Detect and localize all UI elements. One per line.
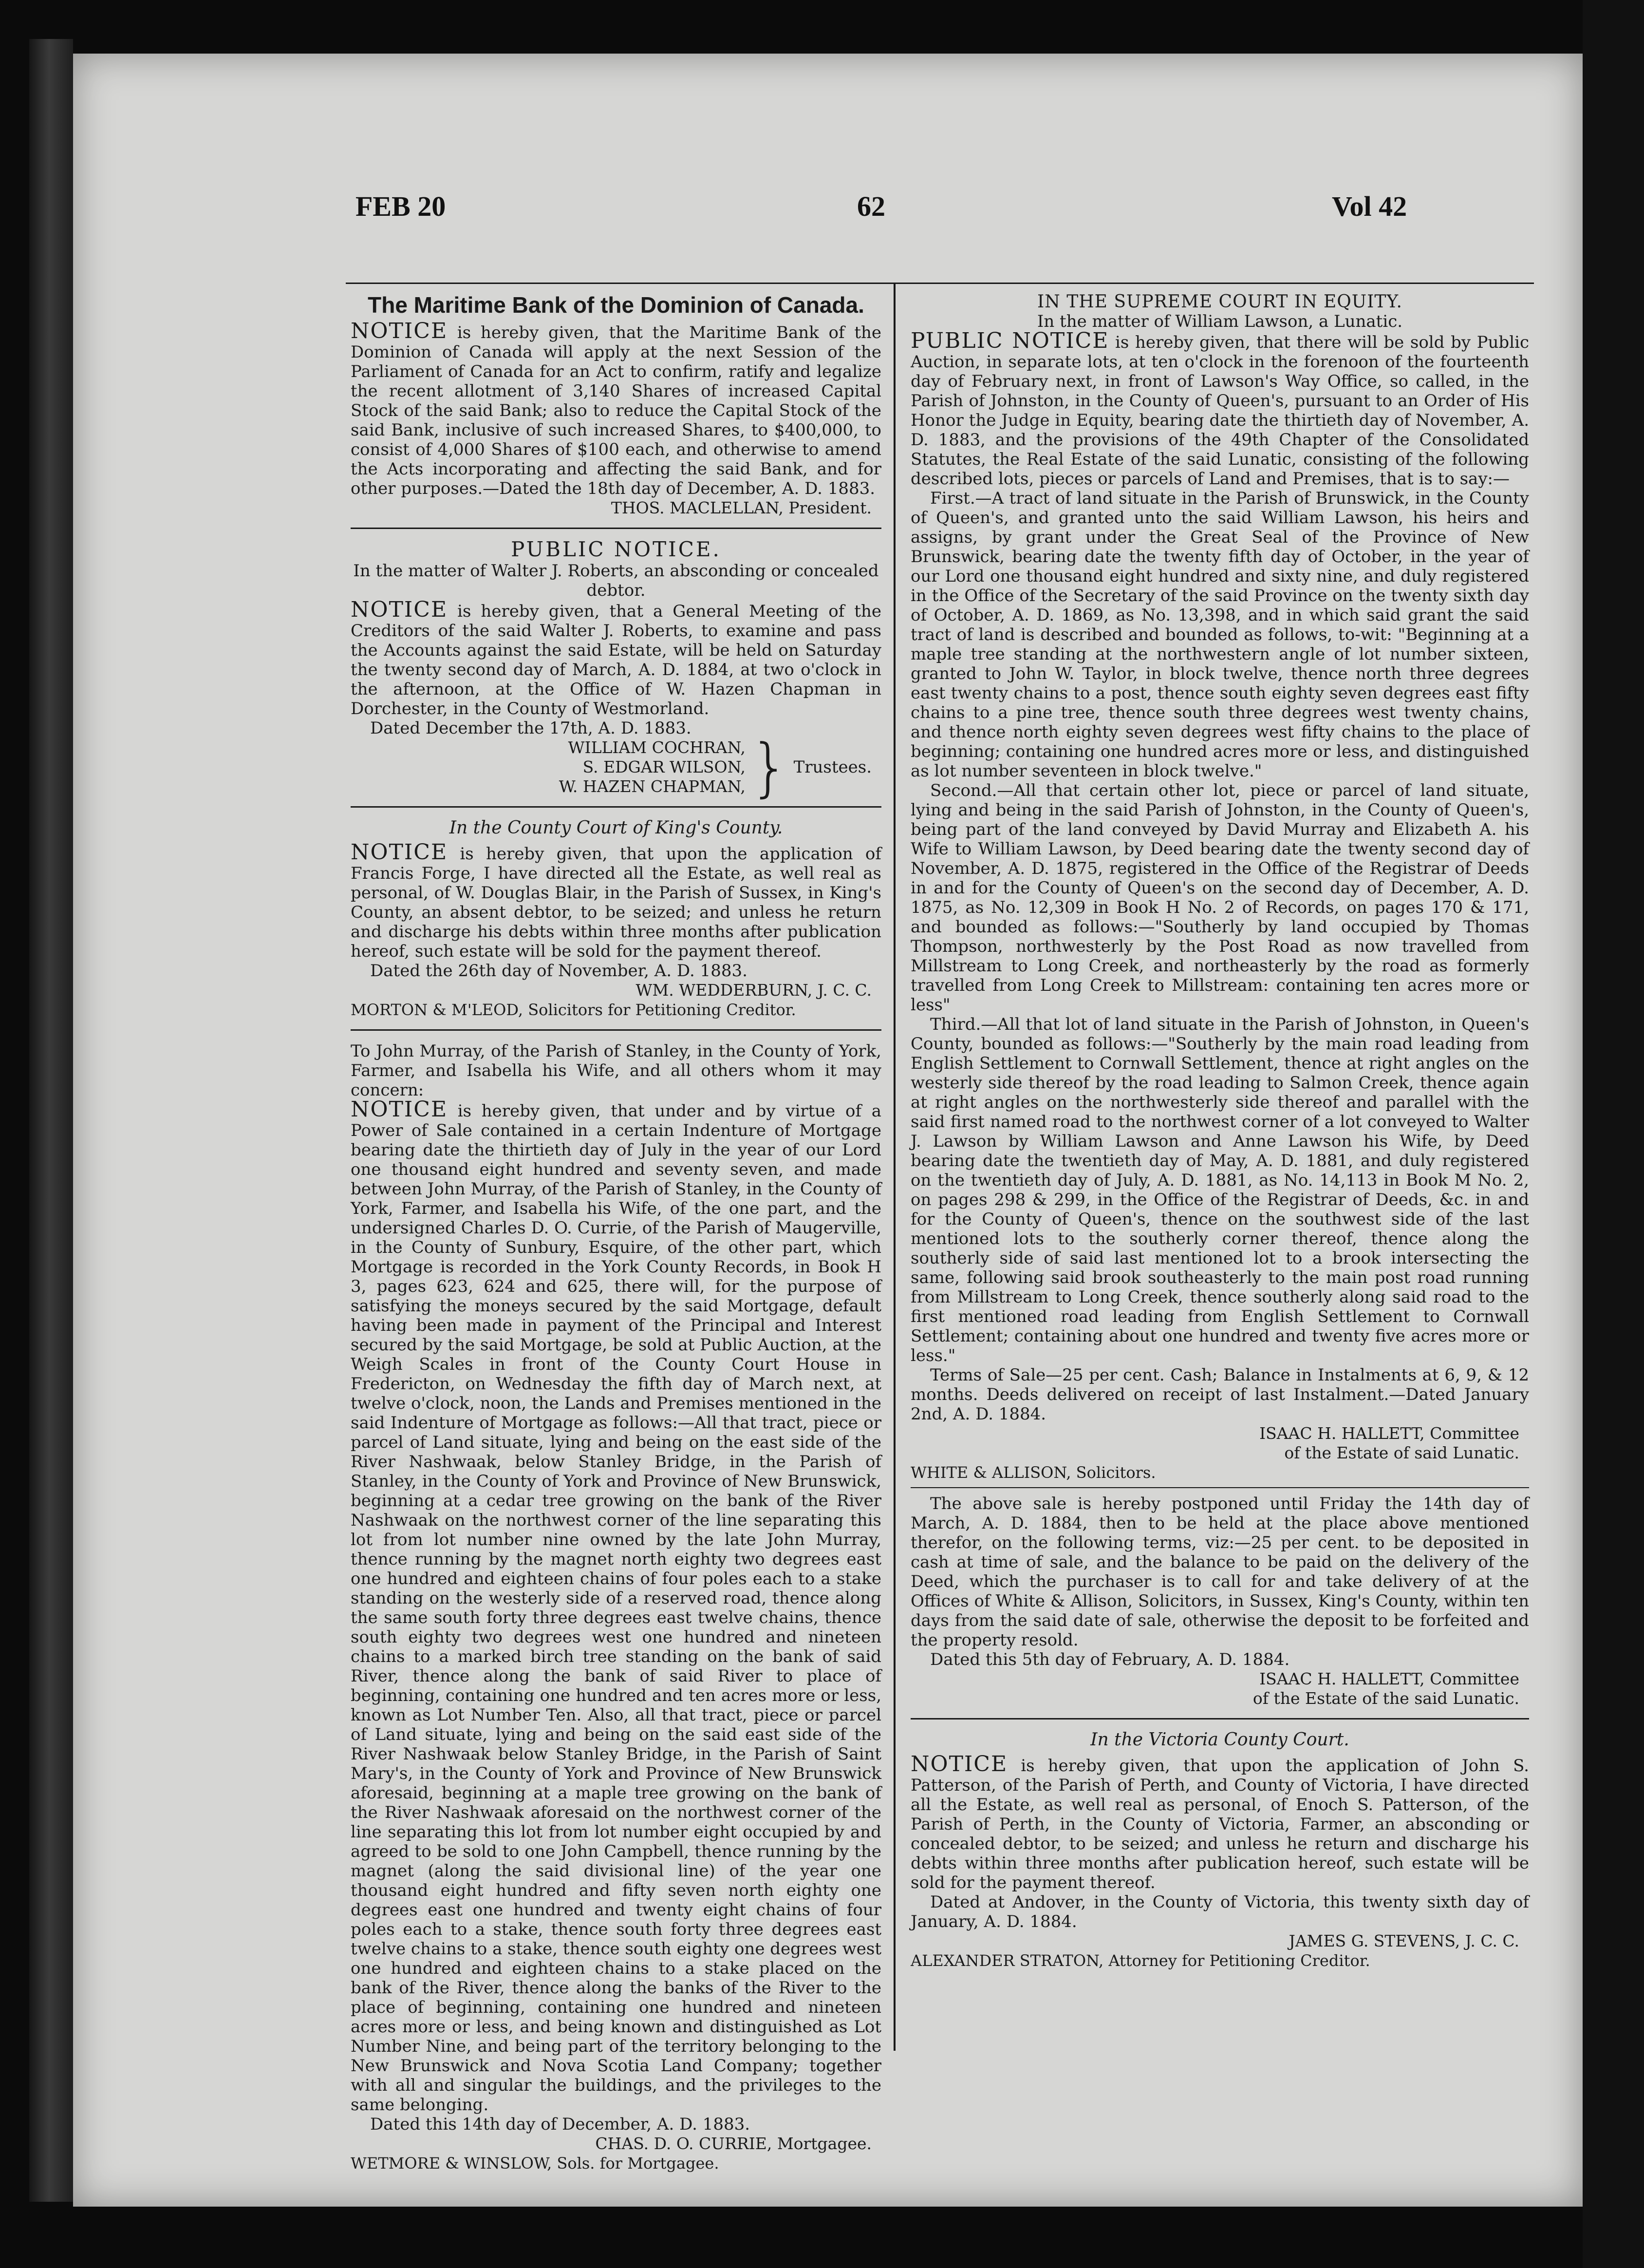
body-text: is hereby given, that there will be sold by Public Auction, in separate lots, at ten o'clock in the forenoon of the fourteenth day of February next, in front of Lawson's Way Office, so called, in the Parish of Johnston, in the County of Queen's, pursuant to an Order of His Honor the Judge in Equity, bearing date the thirtieth day of November, A. D. 1883, and the provisions of the 49th Chapter of the Consolidated Statutes, the Real Estate of the said Lunatic, consisting of the following described lots, pieces or parcels of Land and Premises, that is to say:— [911,333,1529,489]
lawson-solicitors: WHITE & ALLISON, Solicitors. [911,1463,1156,1482]
notice-word: NOTICE [351,319,448,343]
page-header [73,190,1583,248]
notice-word: NOTICE [351,597,448,622]
bank-notice-title: The Maritime Bank of the Dominion of Canada. [368,292,864,318]
victoria-county-notice [911,1730,1529,1970]
left-column [351,292,881,2183]
divider [351,1029,881,1031]
notice-word: NOTICE [911,1752,1008,1777]
notice-word: PUBLIC NOTICE [911,328,1109,353]
header-volume: Vol 42 [1332,190,1407,222]
lawson-notice-subtitle: In the matter of William Lawson, a Lunatic. [1037,312,1403,331]
kings-court-heading: In the County Court of King's County. [449,818,783,838]
victoria-notice-body [911,1752,1529,1892]
trustee-name: WILLIAM COCHRAN, [568,738,746,757]
brace-glyph: } [749,730,790,804]
bank-notice [351,292,881,518]
roberts-notice-title: PUBLIC NOTICE. [511,537,721,561]
roberts-notice [351,537,881,804]
header-rule [346,283,1534,284]
roberts-notice-subtitle: In the matter of Walter J. Roberts, an absconding or concealed debtor. [353,561,879,600]
notice-word: NOTICE [351,840,448,865]
trustees-block [351,730,881,804]
trustees-label: Trustees. [793,757,872,777]
lawson-lot-first: First.—A tract of land situate in the Parish of Brunswick, in the County of Queen's, and granted unto the said William Lawson, his heirs and assigns, by grant under the Great Seal of the Province of New Brunswick, bearing date the twenty fifth day of October, in the year of our Lord one thousand eight hundred and sixty nine, and duly registered in the Office of the Secretary of the said Province on the twenty sixth day of October, A. D. 1869, as No. 13,398, and in which said grant the said tract of land is described and bounded as follows, to-wit: "Beginning at a maple tree standing at the northwestern angle of lot number sixteen, granted to John W. Taylor, in block twelve, thence north three degrees east twenty chains to a post, thence south eighty seven degrees east fifty chains to a pine tree, thence south three degrees west twenty chains, and thence north eighty seven degrees west fifty chains to the place of beginning; containing one hundred acres more or less, and distinguished as lot number seventeen in block twelve." [911,489,1529,781]
murray-notice-address: To John Murray, of the Parish of Stanley, in the County of York, Farmer, and Isabella his Wife, and all others whom it may concern: [351,1041,881,1100]
adjacent-page-edge [1583,0,1644,2268]
body-text: is hereby given, that upon the application of John S. Patterson, of the Parish of Perth, and County of Victoria, I have directed all the Estate, as well real as personal, of Enoch S. Patterson, of the Parish of Perth, in the County of Victoria, Farmer, an absconding or concealed debtor, to be seized; and unless he return and discharge his debts within three months after publication hereof, such estate will be sold for the payment thereof. [911,1756,1529,1892]
divider [351,528,881,529]
lawson-signature-line2: of the Estate of said Lunatic. [1284,1443,1519,1462]
victoria-notice-signature: JAMES G. STEVENS, J. C. C. [1289,1931,1519,1950]
trustee-name: S. EDGAR WILSON, [582,757,746,776]
kings-notice-signature: WM. WEDDERBURN, J. C. C. [635,981,872,1000]
supreme-court-heading: IN THE SUPREME COURT IN EQUITY. [1037,292,1402,312]
murray-mortgage-notice [351,1041,881,2173]
divider [911,1487,1529,1488]
bank-notice-body [351,321,881,498]
lawson-postponement: The above sale is hereby postponed until Friday the 14th day of March, A. D. 1884, then to be held at the place above mentioned therefor, on the following terms, viz:—25 per cent. to be deposited in cash at time of sale, and the balance to be paid on the delivery of the Deed, which the purchaser is to call for and take delivery of at the Offices of White & Allison, Solicitors, in Sussex, King's County, within ten days from the said date of sale, otherwise the deposit to be forfeited and the property resold. [911,1494,1529,1650]
kings-notice-solicitors: MORTON & M'LEOD, Solicitors for Petitioning Creditor. [351,1001,796,1019]
divider [351,806,881,808]
trustee-name: W. HAZEN CHAPMAN, [559,777,746,796]
right-column [911,292,1529,1980]
murray-notice-solicitors: WETMORE & WINSLOW, Sols. for Mortgagee. [351,2154,719,2173]
body-text: is hereby given, that under and by virtue of a Power of Sale contained in a certain Indenture of Mortgage bearing date the thirtieth day of July in the year of our Lord one thousand eight hundred and seventy seven, and made between John Murray, of the Parish of Stanley, in the County of York, Farmer, and Isabella his Wife, of the one part, and the undersigned Charles D. O. Currie, of the Parish of Maugerville, in the County of Sunbury, Esquire, of the other part, which Mortgage is recorded in the York County Records, in Book H 3, pages 623, 624 and 625, there will, for the purpose of satisfying the moneys secured by the said Mortgage, default having been made in payment of the Principal and Interest secured by the said Mortgage, be sold at Public Auction, at the Weigh Scales in front of the County Court House in Fredericton, on Wednesday the fifth day of March next, at twelve o'clock, noon, the Lands and Premises mentioned in the said Indenture of Mortgage as follows:—All that tract, piece or parcel of Land situate, lying and being on the east side of the River Nashwaak, below Stanley Bridge, in the Parish of Stanley, in the County of York and Province of New Brunswick, beginning at a cedar tree growing on the bank of the River Nashwaak on the northwest corner of the line separating this lot from lot number nine owned by the late John Murray, thence running by the magnet north eighty two degrees east one hundred and eighteen chains of four poles each to a stake standing on the westerly side of a reserved road, thence along the same south forty three degrees east twelve chains, thence south eighty two degrees west one hundred and nineteen chains to a marked birch tree standing on the bank of said River, thence along the bank of said River to place of beginning, containing one hundred and ten acres more or less, known as Lot Number Ten. Also, all that tract, piece or parcel of Land situate, lying and being on the said east side of the River Nashwaak below Stanley Bridge, in the Parish of Saint Mary's, in the County of York and Province of New Brunswick aforesaid, beginning at a maple tree growing on the bank of the River Nashwaak aforesaid on the northwest corner of the line separating this lot from lot number eight occupied by and agreed to be sold to one John Campbell, thence running by the magnet (along the said divisional line) of the year one thousand eight hundred and fifty seven north eighty one degrees east one hundred and twenty eight chains of four poles each to a stake, thence south forty three degrees east twelve chains to a stake, thence south eighty one degrees west one hundred and eighteen chains to a stake placed on the bank of the River, thence along the banks of the River to the place of beginning, containing one hundred and nineteen acres more or less, and being known and distinguished as Lot Number Nine, and being part of the territory belonging to the New Brunswick and Nova Scotia Land Company; together with all and singular the buildings, and the privileges to the same belonging. [351,1101,881,2115]
newspaper-page [73,54,1583,2207]
murray-notice-body [351,1097,881,2115]
notice-word: NOTICE [351,1097,448,1122]
lawson-equity-notice [911,292,1529,1708]
lawson-lot-second: Second.—All that certain other lot, piece or parcel of land situate, lying and being in the said Parish of Johnston, in the County of Queen's, being part of the land conveyed by David Murray and Elizabeth A. his Wife to William Lawson, by Deed bearing date the twenty second day of November, A. D. 1875, registered in the Office of the Registrar of Deeds in and for the County of Queen's on the second day of December, A. D. 1875, as No. 12,309 in Book H No. 2 of Records, on pages 170 & 171, and bounded as follows:—"Southerly by land occupied by Thomas Thompson, northwesterly by the Post Road as now travelled from Millstream to Long Creek, and northeasterly by the road as formerly travelled from Long Creek to Millstream: containing ten acres more or less" [911,781,1529,1015]
victoria-court-heading: In the Victoria County Court. [1090,1730,1349,1750]
header-date: FEB 20 [355,190,446,222]
body-text: is hereby given, that the Maritime Bank of the Dominion of Canada will apply at the next Session of the Parliament of Canada for an Act to confirm, ratify and legalize the recent allotment of 3,140 Shares of increased Capital Stock of the said Bank; also to reduce the Capital Stock of the said Bank, inclusive of such increased Shares, to $400,000, to consist of 4,000 Shares of $100 each, and otherwise to amend the Acts incorporating and affecting the said Bank, and for other purposes.—Dated the 18th day of December, A. D. 1883. [351,323,881,498]
victoria-notice-dated: Dated at Andover, in the County of Victoria, this twenty sixth day of January, A. D. 1884. [911,1892,1529,1931]
body-text: is hereby given, that a General Meeting of the Creditors of the said Walter J. Roberts, to examine and pass the Accounts against the said Estate, will be held on Saturday the twenty second day of March, A. D. 1884, at two o'clock in the afternoon, at the Office of W. Hazen Chapman in Dorchester, in the County of Westmorland. [351,602,881,718]
column-rule [894,283,896,2051]
victoria-notice-solicitors: ALEXANDER STRATON, Attorney for Petitioning Creditor. [911,1951,1370,1970]
lawson-signature: ISAAC H. HALLETT, Committee [1259,1424,1519,1443]
lawson-signature-2: ISAAC H. HALLETT, Committee [1259,1669,1519,1688]
trustee-names [559,738,746,796]
divider [911,1718,1529,1720]
bank-notice-signature: THOS. MACLELLAN, President. [611,498,872,517]
lawson-postponement-dated: Dated this 5th day of February, A. D. 1884. [930,1650,1290,1669]
kings-county-notice [351,818,881,1020]
lawson-notice-body [911,328,1529,489]
book-spine [29,39,73,2202]
body-text: is hereby given, that upon the application of Francis Forge, I have directed all the Estate, as well real as personal, of W. Douglas Blair, in the Parish of Sussex, in King's County, an absent debtor, to be seized; and unless he return and discharge his debts within three months after publication hereof, such estate will be sold for the payment thereof. [351,844,881,961]
murray-notice-dated: Dated this 14th day of December, A. D. 1883. [370,2115,750,2134]
roberts-notice-dated: Dated December the 17th, A. D. 1883. [370,718,691,738]
kings-notice-dated: Dated the 26th day of November, A. D. 1883. [370,961,747,981]
roberts-notice-body [351,597,881,718]
lawson-terms: Terms of Sale—25 per cent. Cash; Balance in Instalments at 6, 9, & 12 months. Deeds delivered on receipt of last Instalment.—Dated January 2nd, A. D. 1884. [911,1365,1529,1424]
kings-notice-body [351,840,881,961]
lawson-lot-third: Third.—All that lot of land situate in the Parish of Johnston, in Queen's County, bounded as follows:—"Southerly by the main road leading from English Settlement to Cornwall Settlement, thence at right angles on the westerly side thereof by the road leading to Salmon Creek, thence again at right angles on the northwesterly side thereof and parallel with the said first named road to the northwest corner of a lot conveyed to Walter J. Lawson by William Lawson and Anne Lawson his Wife, by Deed bearing date the twentieth day of May, A. D. 1881, and duly registered on the twentieth day of July, A. D. 1881, as No. 14,113 in Book M No. 2, on pages 298 & 299, in the Office of the Registrar of Deeds, &c. in and for the County of Queen's, thence on the southwest side of the last mentioned lots to the southerly corner thereof, thence along the southerly side of said last mentioned lot to a brook intersecting the same, following said brook southeasterly to the main post road running from Millstream to Long Creek, thence southerly along said road to the first mentioned road leading from English Settlement to Cornwall Settlement; containing about one hundred and twenty five acres more or less." [911,1015,1529,1365]
header-page-number: 62 [857,190,885,222]
lawson-signature-2-line2: of the Estate of the said Lunatic. [1252,1689,1519,1708]
murray-notice-signature: CHAS. D. O. CURRIE, Mortgagee. [595,2134,872,2153]
